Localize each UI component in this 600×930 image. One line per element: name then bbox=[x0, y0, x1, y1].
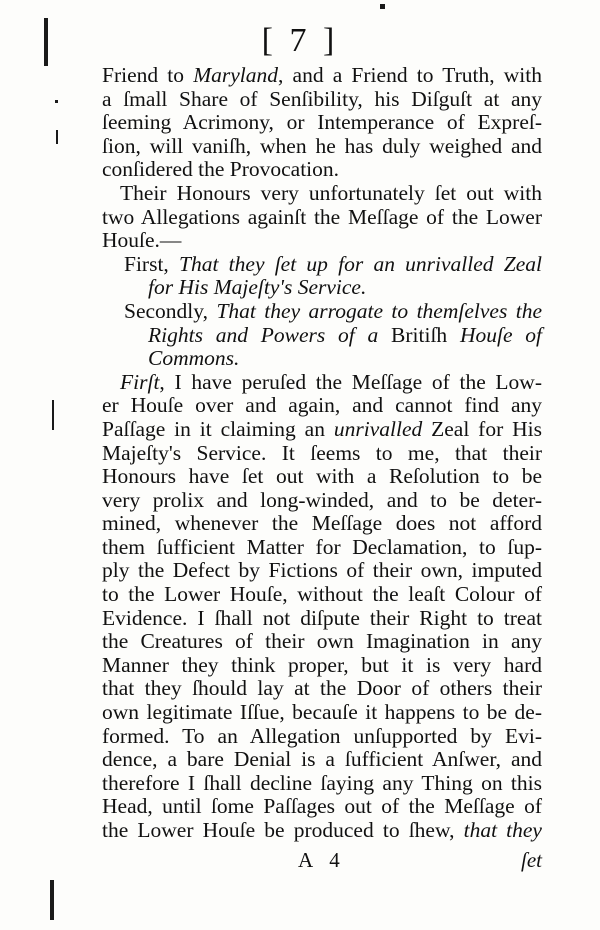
text-line bbox=[102, 654, 542, 678]
text-run: ply the Defect by Fictions of their own, imputed bbox=[102, 558, 542, 583]
text-run: Majeſty's Service. It ſeems to me, that their bbox=[102, 440, 542, 465]
text-run: Honours have ſet out with a Reſolution to be bbox=[102, 464, 542, 489]
text-line bbox=[102, 772, 542, 796]
text-run: Friend to bbox=[102, 63, 194, 87]
text-run: Head, until ſome Paſſages out of the Meſſage of bbox=[102, 794, 542, 819]
italic-text: That they ſet up for an unrivalled Zeal bbox=[179, 251, 542, 276]
text-run: very prolix and long-winded, and to be deter- bbox=[102, 487, 542, 512]
text-run: Secondly, bbox=[124, 298, 217, 323]
text-run: own legitimate Iſſue, becauſe it happens to be de- bbox=[102, 700, 542, 725]
text-line bbox=[102, 583, 542, 607]
italic-text: Rights and Powers of a bbox=[148, 322, 392, 347]
text-line bbox=[102, 489, 542, 513]
text-run: the Lower Houſe be produced to ſhew, bbox=[102, 818, 464, 842]
text-line bbox=[102, 182, 542, 206]
text-run: mined, whenever the Meſſage does not afford bbox=[102, 511, 542, 536]
text-run: conſidered the Provocation. bbox=[102, 157, 340, 182]
text-run: to the Lower Houſe, without the leaſt Colour of bbox=[102, 582, 542, 607]
scan-edge-mark bbox=[52, 400, 54, 430]
text-run: Houſe.— bbox=[102, 228, 182, 253]
text-line bbox=[102, 300, 542, 324]
text-run: them ſufficient Matter for Declamation, to ſup- bbox=[102, 534, 542, 559]
text-run: er Houſe over and again, and cannot find any bbox=[102, 393, 542, 418]
italic-text: that they bbox=[463, 818, 542, 842]
signature-mark: A 4 bbox=[298, 848, 346, 872]
italic-text: Houſe of bbox=[459, 322, 542, 347]
body-text bbox=[102, 64, 542, 843]
text-line bbox=[102, 158, 542, 182]
text-run: dence, a bare Denial is a ſufficient Anſwer, and bbox=[102, 747, 542, 772]
scan-edge-mark bbox=[50, 880, 54, 920]
text-run: Paſſage in it claiming an bbox=[102, 416, 334, 441]
text-line bbox=[102, 394, 542, 418]
text-run: Manner they think proper, but it is very hard bbox=[102, 652, 542, 677]
text-line bbox=[102, 536, 542, 560]
text-run: Their Honours very unfortunately ſet out with bbox=[120, 180, 542, 205]
text-run: Britiſh bbox=[391, 322, 460, 347]
italic-text: for His Majeſty's Service. bbox=[148, 275, 367, 300]
text-line bbox=[102, 725, 542, 749]
text-run: ſion, will vaniſh, when he has duly weighed and bbox=[102, 133, 542, 158]
text-run: that they ſhould lay at the Door of others their bbox=[102, 676, 542, 701]
text-run: formed. To an Allegation unſupported by Evi- bbox=[102, 723, 542, 748]
italic-text: Firſt bbox=[120, 369, 160, 394]
text-line bbox=[102, 512, 542, 536]
text-run: two Allegations againſt the Meſſage of the Lower bbox=[102, 204, 542, 229]
page-number: [ 7 ] bbox=[261, 22, 339, 59]
text-line bbox=[102, 88, 542, 112]
text-line bbox=[102, 701, 542, 725]
text-line bbox=[102, 748, 542, 772]
text-line bbox=[102, 819, 542, 843]
text-line bbox=[102, 253, 542, 277]
text-run: Evidence. I ſhall not diſpute their Right to treat bbox=[102, 605, 542, 630]
text-run: a ſmall Share of Senſibility, his Diſguſt at any bbox=[102, 86, 542, 111]
italic-text: Commons. bbox=[148, 346, 240, 371]
text-line bbox=[102, 206, 542, 230]
text-line bbox=[102, 347, 542, 371]
italic-text: Maryland bbox=[193, 63, 278, 87]
text-run: therefore I ſhall decline ſaying any Thing on this bbox=[102, 770, 542, 795]
text-line bbox=[102, 229, 542, 253]
text-line bbox=[102, 607, 542, 631]
text-line bbox=[102, 442, 542, 466]
catchword: ſet bbox=[521, 848, 542, 872]
text-run: First, bbox=[124, 251, 180, 276]
page-footer bbox=[102, 848, 542, 874]
text-run: , and a Friend to Truth, with bbox=[277, 63, 542, 87]
text-line bbox=[102, 418, 542, 442]
text-line bbox=[102, 559, 542, 583]
text-line bbox=[102, 465, 542, 489]
text-line bbox=[102, 276, 542, 300]
text-run: , I have peruſed the Meſſage of the Low- bbox=[159, 369, 542, 394]
text-line bbox=[102, 371, 542, 395]
text-run: the Creatures of their own Imagination in any bbox=[102, 629, 542, 654]
text-line bbox=[102, 630, 542, 654]
scan-edge-mark bbox=[56, 130, 58, 144]
text-run: ſeeming Acrimony, or Intemperance of Expreſ- bbox=[102, 110, 542, 135]
italic-text: That they arrogate to themſelves the bbox=[216, 298, 543, 323]
text-run: Zeal for His bbox=[422, 416, 542, 441]
scan-edge-mark bbox=[55, 100, 58, 103]
text-line bbox=[102, 64, 542, 88]
text-line bbox=[102, 795, 542, 819]
scan-edge-mark bbox=[380, 4, 385, 9]
text-line bbox=[102, 324, 542, 348]
text-line bbox=[102, 111, 542, 135]
italic-text: unrivalled bbox=[333, 416, 423, 441]
text-line bbox=[102, 677, 542, 701]
text-line bbox=[102, 135, 542, 159]
